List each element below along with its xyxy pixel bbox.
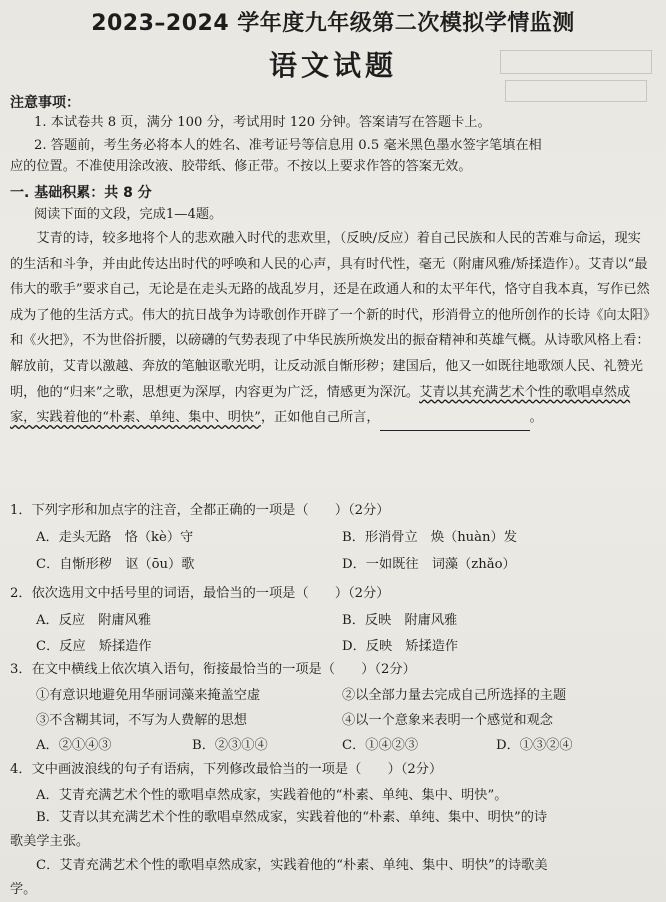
- q3-option-b[interactable]: B．②③①④: [192, 738, 268, 753]
- notice-item-2: 2. 答题前，考生务必将本人的姓名、准考证号等信息用 0.5 毫米黑色墨水签字笔填在相: [34, 138, 542, 153]
- question-3-stem: 3．在文中横线上依次填入语句，衔接最恰当的一项是（ ）（2分）: [10, 662, 416, 677]
- exam-subject-title: 语文试题: [268, 49, 397, 82]
- q3-option-c[interactable]: C．①④②③: [342, 738, 419, 753]
- notice-item-1: 1. 本试卷共 8 页，满分 100 分，考试用时 120 分钟。答案请写在答题卡上。: [34, 115, 491, 130]
- bleed-through-box: [500, 50, 652, 74]
- exam-title: 2023–2024 学年度九年级第二次模拟学情监测: [91, 11, 575, 36]
- reading-passage: [10, 226, 650, 431]
- section-intro: 阅读下面的文段，完成1—4题。: [34, 207, 223, 222]
- question-2-stem: 2．依次选用文中括号里的词语，最恰当的一项是（ ）（2分）: [10, 586, 390, 601]
- q1-option-b[interactable]: B．形消骨立 焕（huàn）发: [342, 530, 517, 545]
- q2-option-d[interactable]: D．反映 矫揉造作: [342, 639, 459, 654]
- q1-option-a[interactable]: A．走头无路 恪（kè）守: [36, 530, 194, 545]
- passage-text: 艾青的诗，较多地将个人的悲欢融入时代的悲欢里，（反映/反应）着自己民族和人民的苦难与命运，现实的生活和斗争，并由此传达出时代的呼唤和人民的心声，具有时代性，毫无（附庸风雅/矫揉造作）。艾青以“最伟大的歌手”要求自己，无论是在走头无路的战乱岁月，还是在政通人和的太平年代，恪守自我本真，写作已然成为了他的生活方式。伟大的抗日战争为诗歌创作开辟了一个新的时代，形消骨立的他所创作的长诗《向太阳》和《火把》，不为世俗折腰，以磅礴的气势表现了中华民族所焕发出的振奋精神和英雄气概。从诗歌风格上看：解放前，艾青以激越、奔放的笔触讴歌光明，让反动派自惭形秽；建国后，他又一如既往地歌颂人民、礼赞光明，他的“归来”之歌，思想更为深厚，内容更为广泛，情感更为深沉。: [10, 231, 650, 400]
- passage-wavy-sentence: 艾青以其充满艺术个性的歌唱卓然成家，实践着他的“朴素、单纯、集中、明快”: [10, 384, 631, 426]
- passage-end-3: 。: [529, 410, 543, 426]
- q1-option-c[interactable]: C．自惭形秽 讴（ōu）歌: [36, 557, 195, 572]
- q3-sentence-1: ①有意识地避免用华丽词藻来掩盖空虚: [36, 688, 261, 703]
- q4-option-b[interactable]: [10, 806, 650, 854]
- section-heading: 一. 基础积累：共 8 分: [10, 185, 152, 201]
- q4-option-c-line1: C．艾青充满艺术个性的歌唱卓然成家，实践着他的“朴素、单纯、集中、明快”的诗歌美: [36, 858, 548, 873]
- q4-option-b-line1: B．艾青以其充满艺术个性的歌唱卓然成家，实践着他的“朴素、单纯、集中、明快”的诗: [36, 810, 548, 825]
- q3-sentence-4: ④以一个意象来表明一个感觉和观念: [342, 713, 553, 728]
- q3-option-a[interactable]: A．②①④③: [36, 738, 112, 753]
- q4-option-c[interactable]: [10, 854, 650, 902]
- q2-option-c[interactable]: C．反应 矫揉造作: [36, 639, 152, 654]
- bleed-through-box: [505, 80, 647, 102]
- passage-end: ，正如: [260, 410, 301, 426]
- q3-sentence-3: ③不含糊其词，不写为人费解的思想: [36, 713, 247, 728]
- q1-option-d[interactable]: D．一如既往 词藻（zhǎo）: [342, 557, 516, 572]
- q3-sentence-2: ②以全部力量去完成自己所选择的主题: [342, 688, 567, 703]
- q2-option-a[interactable]: A．反应 附庸风雅: [36, 613, 152, 628]
- passage-end-2: 他自己所言，: [300, 410, 380, 426]
- notice-heading: 注意事项：: [10, 95, 80, 111]
- q3-option-d[interactable]: D．①③②④: [496, 738, 573, 753]
- question-1-stem: 1．下列字形和加点字的注音，全都正确的一项是（ ）（2分）: [10, 503, 390, 518]
- q2-option-b[interactable]: B．反映 附庸风雅: [342, 613, 458, 628]
- q4-option-c-line2: 学。: [10, 882, 37, 897]
- q4-option-a[interactable]: A．艾青充满艺术个性的歌唱卓然成家，实践着他的“朴素、单纯、集中、明快”。: [36, 788, 508, 803]
- q4-option-b-line2: 歌美学主张。: [10, 834, 90, 849]
- question-4-stem: 4．文中画波浪线的句子有语病，下列修改最恰当的一项是（ ）（2分）: [10, 762, 443, 777]
- fill-blank-line[interactable]: [380, 416, 530, 431]
- notice-item-2-cont: 应的位置。不准使用涂改液、胶带纸、修正带。不按以上要求作答的答案无效。: [10, 159, 472, 174]
